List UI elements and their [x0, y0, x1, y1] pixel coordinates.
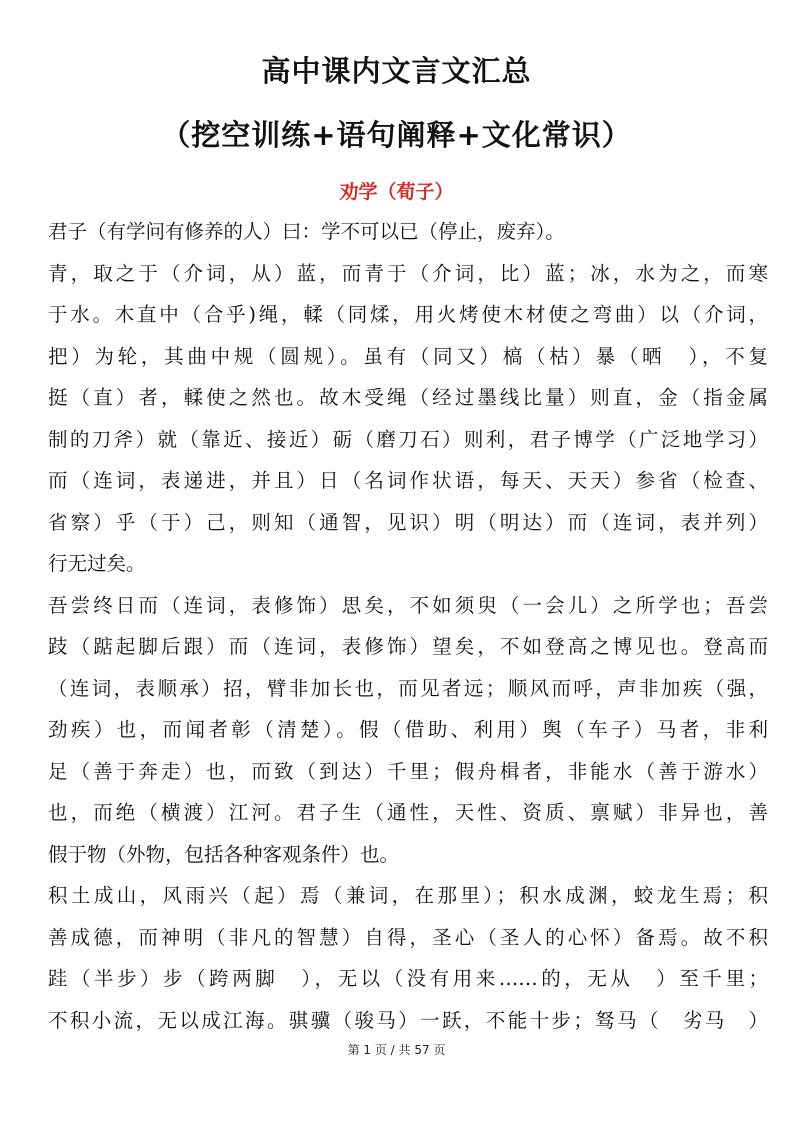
text-line: 劲疾）也，而闻者彰（清楚）。假（借助、利用）舆（车子）马者，非利	[48, 718, 768, 741]
document-title: 高中课内文言文汇总	[261, 54, 532, 88]
text-line: 行无过矣。	[48, 552, 146, 575]
text-line: 善成德，而神明（非凡的智慧）自得，圣心（圣人的心怀）备焉。故不积	[48, 925, 768, 949]
text-line: 于水。木直中（合乎)绳，輮（同煣，用火烤使木材使之弯曲）以（介词，	[48, 303, 768, 326]
text-line: 把）为轮，其曲中规（圆规）。虽有（同又）槁（枯）暴（晒 ），不复	[48, 344, 768, 368]
text-line: 也，而绝（横渡）江河。君子生（通性，天性、资质、禀赋）非异也，善	[48, 801, 768, 824]
text-line: 跬（半步）步（跨两脚 ），无以（没有用来……的，无从 ）至千里；	[48, 967, 768, 990]
text-line: 挺（直）者，輮使之然也。故木受绳（经过墨线比量）则直，金（指金属	[48, 386, 768, 409]
section-heading: 劝学（荀子）	[339, 181, 454, 203]
text-line: 足（善于奔走）也，而致（到达）千里；假舟楫者，非能水（善于游水）	[48, 759, 768, 783]
text-line: 跂（踮起脚后跟）而（连词，表修饰）望矣，不如登高之博见也。登高而	[48, 635, 768, 658]
text-line: 制的刀斧）就（靠近、接近）砺（磨刀石）则利，君子博学（广泛地学习）	[48, 427, 768, 451]
text-line: 积土成山，风雨兴（起）焉（兼词，在那里）；积水成渊，蛟龙生焉；积	[48, 884, 768, 907]
text-line: 青，取之于（介词，从）蓝，而青于（介词，比）蓝；冰，水为之，而寒	[48, 261, 768, 285]
text-line: 而（连词，表递进，并且）日（名词作状语，每天、天天）参省（检查、	[48, 469, 768, 492]
text-line: 假于物（外物，包括各种客观条件）也。	[48, 842, 400, 866]
page-footer: 第 1 页 / 共 57 页	[347, 1043, 446, 1057]
body-text	[48, 211, 768, 1041]
text-line: 不积小流，无以成江海。骐骥（骏马）一跃，不能十步；驽马（ 劣马 ）	[48, 1008, 768, 1032]
text-line: 君子（有学问有修养的人）曰：学不可以已（停止，废弃）。	[48, 220, 565, 243]
document-subtitle: （挖空训练+语句阐释+文化常识）	[161, 118, 632, 152]
text-line: （连词，表顺承）招，臂非加长也，而见者远；顺风而呼，声非加疾（强，	[48, 676, 768, 700]
text-line: 吾尝终日而（连词，表修饰）思矣，不如须臾（一会儿）之所学也；吾尝	[48, 593, 768, 617]
text-line: 省察）乎（于）己，则知（通智，见识）明（明达）而（连词，表并列）	[48, 510, 768, 534]
